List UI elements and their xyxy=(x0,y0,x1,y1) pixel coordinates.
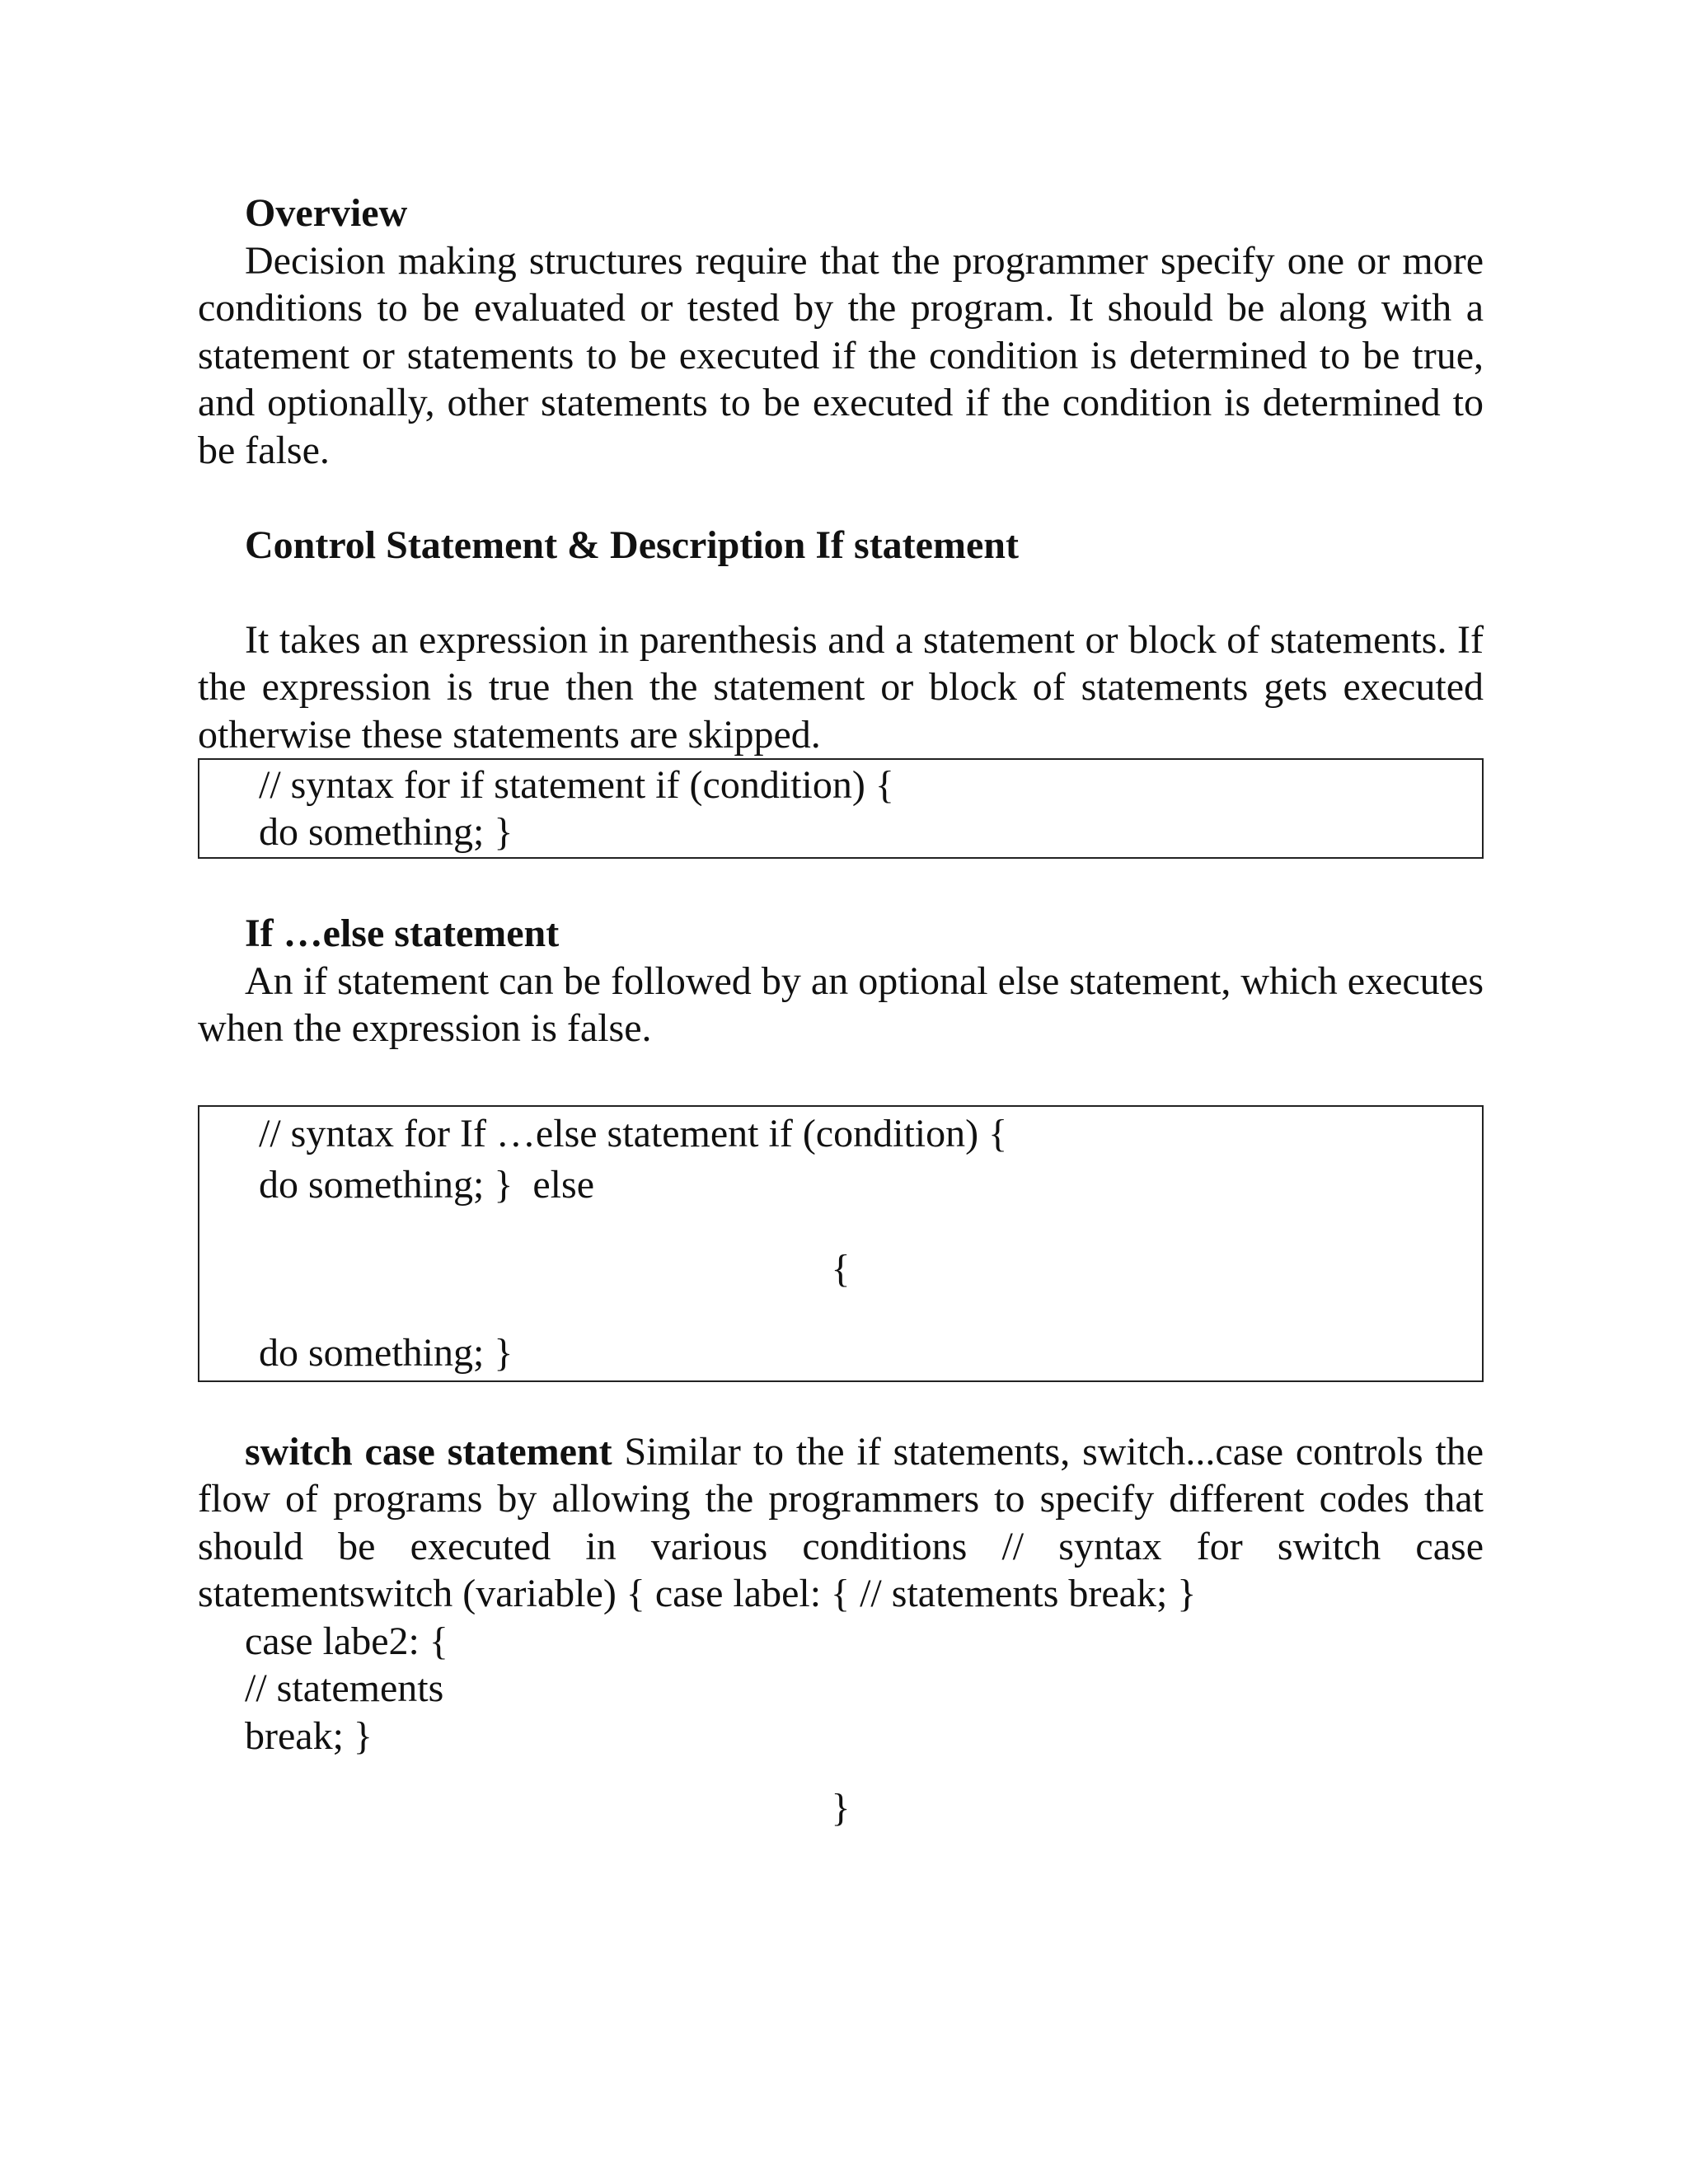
if-else-syntax-code-box xyxy=(198,1105,1484,1382)
code-line: do something; } else xyxy=(259,1162,594,1207)
code-line: // syntax for if statement if (condition) { xyxy=(259,763,894,807)
switch-case-body: Similar to the if statements, switch...case controls the flow of programs by allowing the programmers to specify different codes that should be executed in various conditions // syntax for switch case statementswitch (variable) { case label: { // statements break; } xyxy=(198,1429,1484,1615)
if-syntax-code-box xyxy=(198,758,1484,859)
switch-line: case labe2: { xyxy=(245,1619,448,1663)
if-else-paragraph: An if statement can be followed by an optional else statement, which executes when the expression is false. xyxy=(198,958,1484,1050)
spacer xyxy=(198,1760,1484,1784)
spacer xyxy=(198,1052,1484,1105)
spacer xyxy=(198,1382,1484,1428)
code-line: do something; } xyxy=(259,1330,513,1375)
document-page xyxy=(198,190,1484,1832)
switch-case-heading: switch case statement xyxy=(245,1429,612,1474)
spacer xyxy=(198,474,1484,522)
overview-heading: Overview xyxy=(245,191,408,235)
spacer xyxy=(198,569,1484,616)
if-else-heading: If …else statement xyxy=(245,912,560,955)
control-statement-heading: Control Statement & Description If statement xyxy=(245,523,1019,567)
code-line: // syntax for If …else statement if (condition) { xyxy=(259,1111,1008,1155)
switch-line: break; } xyxy=(245,1713,373,1758)
spacer xyxy=(198,859,1484,910)
switch-line: // statements xyxy=(245,1666,444,1710)
code-line: do something; } xyxy=(259,810,513,854)
overview-paragraph: Decision making structures require that the programmer specify one or more conditions to be evaluated or tested by the program. It should be along with a statement or statements to be executed if the condition is determined to be true, and optionally, other statements to be executed if the condition is determined to be false. xyxy=(198,238,1484,472)
if-statement-paragraph: It takes an expression in parenthesis and a statement or block of statements. If the expression is true then the statement or block of statements gets executed otherwise these statements are skipped. xyxy=(198,617,1484,757)
closing-brace: } xyxy=(831,1786,851,1830)
code-open-brace: { xyxy=(831,1246,851,1291)
switch-case-paragraph xyxy=(198,1428,1484,1618)
